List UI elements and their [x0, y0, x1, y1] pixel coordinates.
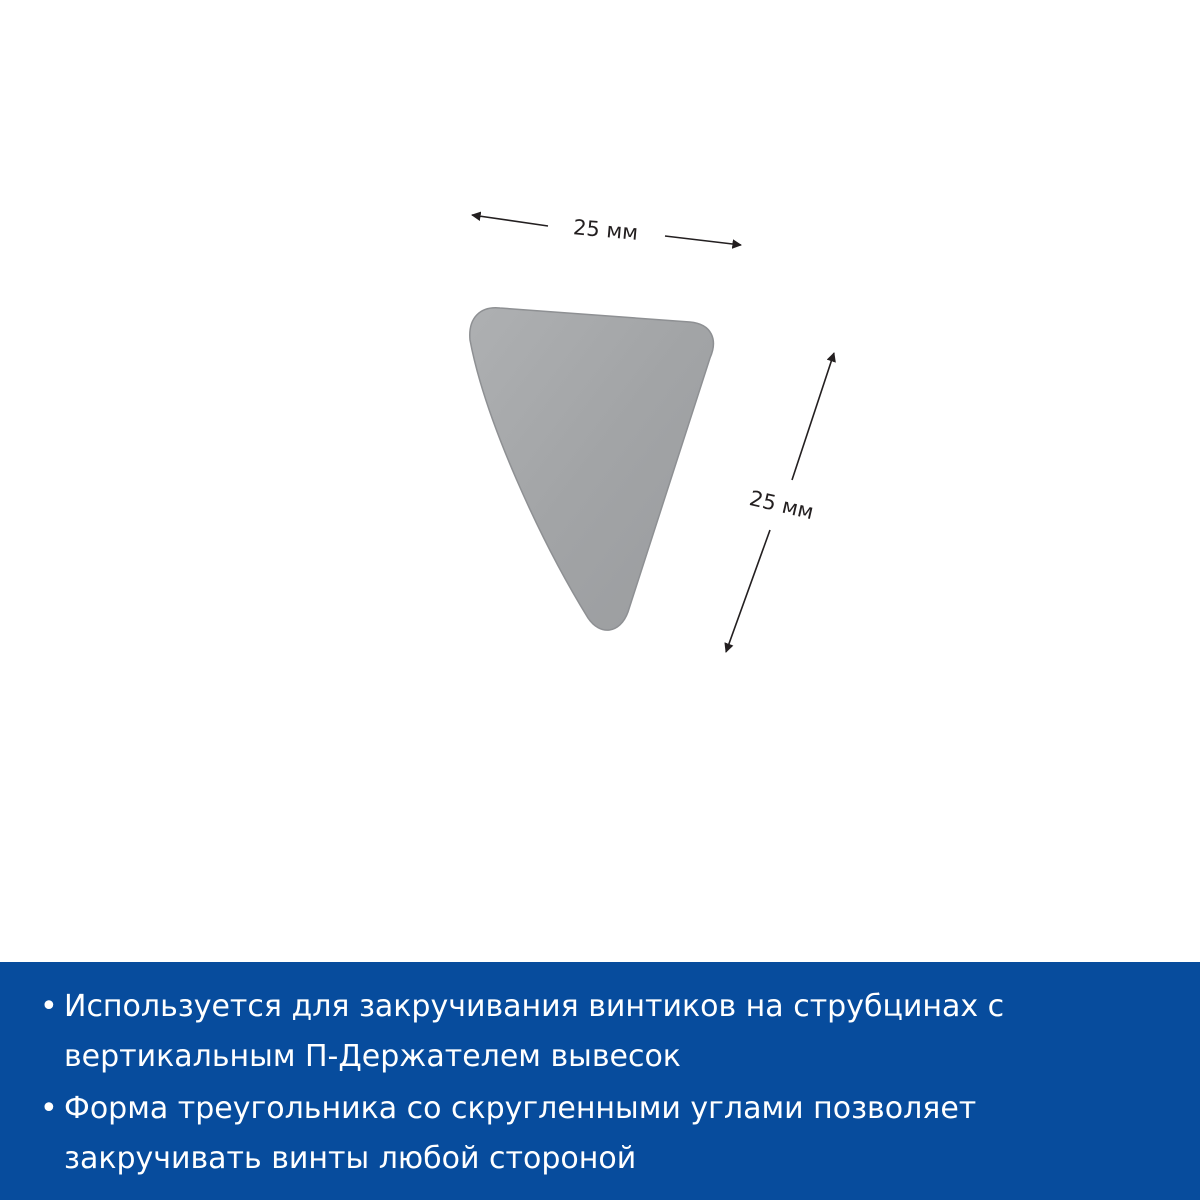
feature-item: [40, 982, 1160, 1082]
width-arrow-left: [472, 215, 548, 226]
height-arrow-bottom: [726, 530, 770, 652]
feature-item: [40, 1084, 1160, 1184]
feature-panel: [0, 962, 1200, 1200]
height-arrow-top: [792, 353, 834, 480]
width-label: 25 мм: [572, 215, 640, 245]
bullet-marker: •: [40, 1091, 58, 1126]
triangle-key-plate: [470, 308, 714, 630]
bullet-marker: •: [40, 989, 58, 1024]
height-label: 25 мм: [747, 486, 816, 525]
width-arrow-right: [665, 236, 741, 245]
feature-text: Используется для закручивания винтиков на струбцинах с вертикальным П-Держателем вывесок: [64, 989, 1005, 1074]
feature-text: Форма треугольника со скругленными углами позволяет закручивать винты любой стороной: [64, 1091, 977, 1176]
